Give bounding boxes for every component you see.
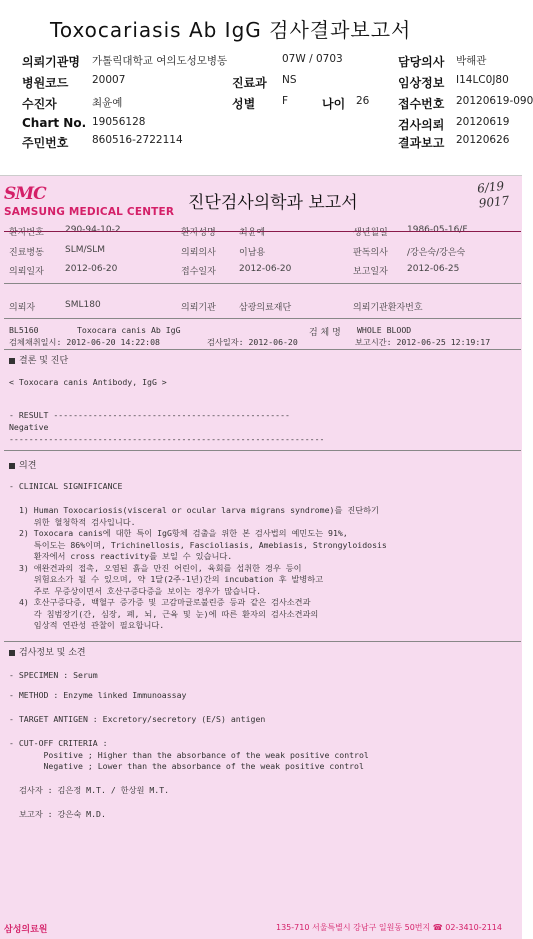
resident-no-value: 860516-2722114	[92, 134, 183, 146]
req-doctor-label: 의뢰의사	[181, 248, 216, 258]
rpt-date-label: 보고일자	[353, 267, 388, 277]
hospital-code-label: 병원코드	[22, 76, 69, 90]
request-date-label: 검사의뢰	[398, 118, 445, 132]
method-line: - METHOD : Enzyme linked Immunoassay	[9, 690, 187, 700]
age-value: 26	[356, 95, 370, 107]
agency-label: 의뢰기관	[181, 303, 216, 313]
dob-value: 1986-05-16/F	[407, 225, 468, 235]
result-rule: ----------------------------------------------------------------	[9, 434, 325, 444]
document-title: Toxocariasis Ab IgG 검사결과보고서	[50, 18, 412, 42]
section-bullet-icon	[9, 463, 15, 469]
requester-value: SML180	[65, 300, 101, 310]
clinical-info-value: I14LC0J80	[456, 74, 509, 86]
specimen-label: 검 체 명	[309, 328, 341, 338]
clinical-text: 1) Human Toxocariosis(visceral or ocular larva migrans syndrome)를 진단하기 위한 혈청학적 검사입니다. 2) Toxocara canis에 대한 특이 IgG항체 검출을 위한 본 검사법의 예민도는 91%, 특이도는 86%이며, Trichinellosis, Fascioliasis, Amebiasis, Strongyloidosis 환자에서 cross reactivity를 보일 수 있습니다. 3) 애완견과의 접촉, 오염된 흙을 만진 어린이, 육회를 섭취한 경우 등이 위험요소가 될 수 있으며, 약 1달(2주-1년)간의 incubation 후 발병하고 주로 무증상이면서 호산구증다증을 보이는 경우가 많습니다. 4) 호산구증다증, 백혈구 증가증 및 고감마글로불린증 등과 같은 검사소견과 각 침범장기(간, 심장, 폐, 뇌, 근육 및 눈)에 따른 환자의 검사소견과의 임상적 연관성 관찰이 필요합니다.	[19, 505, 387, 630]
clinical-info-label: 임상정보	[398, 76, 445, 90]
section-bullet-icon	[9, 358, 15, 364]
req-doctor-value: 이남용	[239, 248, 266, 258]
collect-time: 검체채취일시: 2012-06-20 14:22:08	[9, 337, 160, 347]
patient-no-label: 환자번호	[9, 228, 44, 238]
age-label: 나이	[322, 97, 346, 111]
center-name: SAMSUNG MEDICAL CENTER	[4, 206, 175, 218]
result-item: < Toxocara canis Antibody, IgG >	[9, 377, 167, 387]
agency-value: 삼광의료재단	[239, 303, 292, 313]
sex-label: 성별	[232, 97, 256, 111]
patient-label: 수진자	[22, 97, 57, 111]
info-section-heading: 검사정보 및 소견	[9, 645, 86, 658]
examiner-line: 검사자 : 김은정 M.T. / 한상원 M.T.	[19, 785, 170, 795]
header-row-1	[22, 53, 522, 71]
section-bullet-icon	[9, 650, 15, 656]
doctor-label: 담당의사	[398, 55, 445, 69]
test-name: Toxocara canis Ab IgG	[77, 325, 181, 335]
clinical-header: - CLINICAL SIGNIFICANCE	[9, 481, 123, 491]
strikethrough-line	[4, 231, 521, 232]
department-value: NS	[282, 74, 297, 86]
divider	[4, 349, 521, 350]
request-date-value: 20120619	[456, 116, 510, 128]
hospital-logo	[4, 184, 174, 218]
ward-value: 07W / 0703	[282, 53, 343, 65]
specimen-line: - SPECIMEN : Serum	[9, 670, 98, 680]
requesting-agency-label: 의뢰기관명	[22, 55, 80, 69]
patient-no-value: 290-94-10-2	[65, 225, 121, 235]
test-code: BL5160	[9, 325, 39, 335]
smc-logo: SMC	[4, 184, 46, 204]
rcv-date-value: 2012-06-20	[239, 264, 292, 274]
hospital-code-value: 20007	[92, 74, 126, 86]
patient-name-label: 환자성명	[181, 228, 216, 238]
report-date-label: 결과보고	[398, 136, 445, 150]
report-title: 진단검사의학과 보고서	[188, 193, 358, 213]
req-date-value: 2012-06-20	[65, 264, 118, 274]
report-time: 보고시간: 2012-06-25 12:19:17	[355, 337, 491, 347]
read-doctor-label: 판독의사	[353, 248, 388, 258]
divider	[4, 641, 521, 642]
specimen-value: WHOLE BLOOD	[357, 325, 412, 335]
divider	[4, 283, 521, 284]
divider	[4, 318, 521, 319]
agency-patient-no-label: 의뢰기관환자번호	[353, 303, 423, 313]
chart-no-value: 19056128	[92, 116, 146, 128]
antigen-line: - TARGET ANTIGEN : Excretory/secretory (E/S) antigen	[9, 714, 266, 724]
rcv-date-label: 접수일자	[181, 267, 216, 277]
result-header: - RESULT ------------------------------------------------	[9, 410, 290, 420]
doctor-value: 박해관	[456, 55, 487, 67]
handwritten-note: 6/19 9017	[476, 178, 510, 211]
cutoff-criteria: - CUT-OFF CRITERIA : Positive ; Higher than the absorbance of the weak positive control Negative ; Lower than the absorbance of the weak positive control	[9, 738, 369, 771]
patient-value: 최윤예	[92, 97, 123, 109]
requesting-agency-value: 가톨릭대학교 여의도성모병동	[92, 55, 228, 67]
footer-brand: 삼성의료원	[4, 925, 48, 935]
chart-no-label: Chart No.	[22, 116, 87, 130]
opinion-section-heading: 의견	[9, 458, 36, 471]
ward-value: SLM/SLM	[65, 245, 106, 255]
result-section-heading: 결론 및 진단	[9, 353, 68, 366]
header-row-2	[22, 74, 522, 92]
sex-value: F	[282, 95, 289, 107]
patient-name-value: 최윤예	[239, 228, 266, 238]
receipt-no-value: 20120619-090	[456, 95, 533, 107]
exam-date: 검사일자: 2012-06-20	[207, 337, 298, 347]
read-doctor-value: /강은숙/강은숙	[407, 248, 466, 258]
dob-label: 생년월일	[353, 228, 388, 238]
ward-label: 진료병동	[9, 248, 44, 258]
department-label: 진료과	[232, 76, 267, 90]
result-value: Negative	[9, 422, 49, 432]
req-date-label: 의뢰일자	[9, 267, 44, 277]
header-row-5	[22, 134, 522, 152]
rpt-date-value: 2012-06-25	[407, 264, 460, 274]
report-date-value: 20120626	[456, 134, 510, 146]
footer-address: 135-710 서울특별시 강남구 일원동 50번지 ☎ 02-3410-2114	[276, 923, 502, 932]
receipt-no-label: 접수번호	[398, 97, 445, 111]
resident-no-label: 주민번호	[22, 136, 69, 150]
divider	[4, 450, 521, 451]
reporter-line: 보고자 : 강은숙 M.D.	[19, 809, 106, 819]
requester-label: 의뢰자	[9, 303, 36, 313]
header-row-4	[22, 116, 522, 134]
header-row-3	[22, 95, 533, 113]
